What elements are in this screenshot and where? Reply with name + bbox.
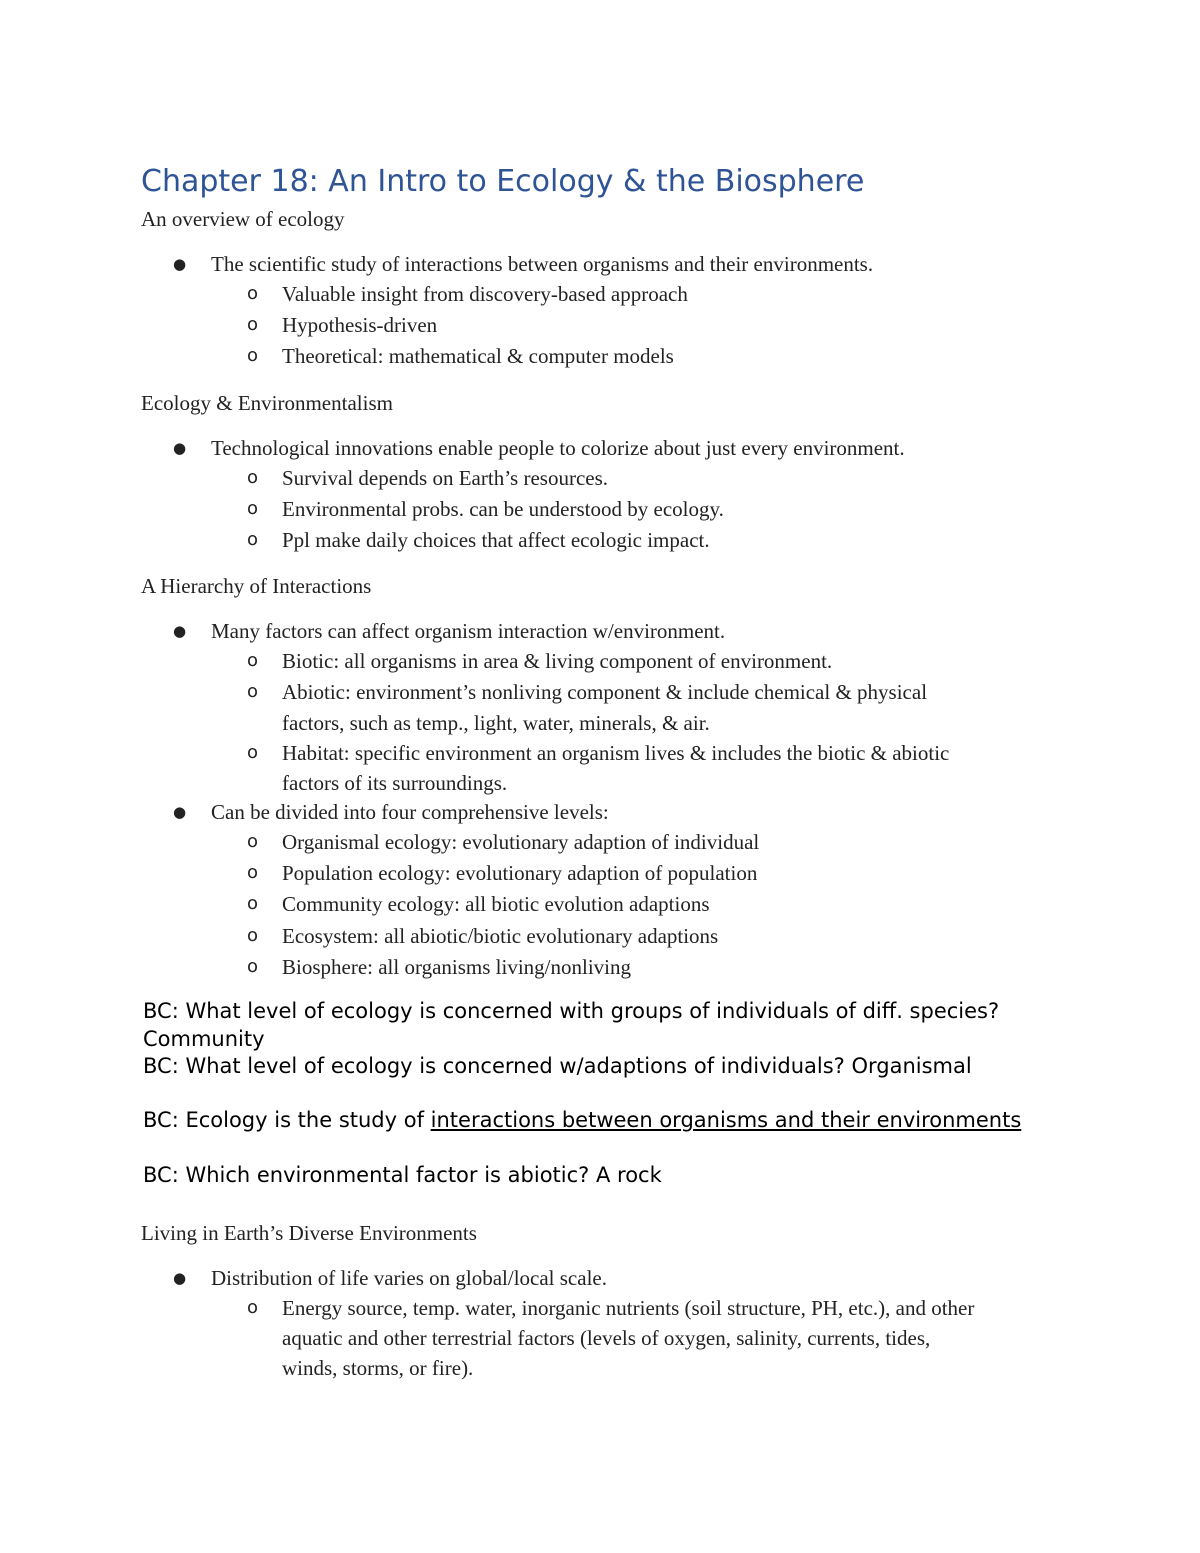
bc-question: BC: What level of ecology is concerned with groups of individuals of diff. species? Community [143, 999, 1000, 1051]
circle-bullet-icon: o [247, 742, 259, 763]
list-item: o Valuable insight from discovery-based approach [247, 282, 688, 306]
bullet-icon: ● [173, 255, 187, 273]
list-item: o Hypothesis-driven [247, 313, 438, 337]
bc-question: BC: What level of ecology is concerned w/adaptions of individuals? Organismal [143, 1054, 972, 1078]
circle-bullet-icon: o [247, 1297, 259, 1318]
circle-bullet-icon: o [247, 314, 259, 335]
list-item-continuation: aquatic and other terrestrial factors (levels of oxygen, salinity, currents, tides, [282, 1326, 931, 1350]
list-item: o Survival depends on Earth’s resources. [247, 466, 609, 490]
circle-bullet-icon: o [247, 345, 259, 366]
list-item: o Ppl make daily choices that affect ecologic impact. [247, 528, 710, 552]
list-item: o Energy source, temp. water, inorganic nutrients (soil structure, PH, etc.), and other [247, 1296, 975, 1320]
circle-bullet-icon: o [247, 529, 259, 550]
list-item: o Biotic: all organisms in area & living component of environment. [247, 649, 833, 673]
list-item: o Environmental probs. can be understood by ecology. [247, 497, 724, 521]
list-item: o Biosphere: all organisms living/nonliving [247, 955, 632, 979]
bc-question: BC: Which environmental factor is abiotic? A rock [143, 1163, 662, 1187]
list-item: ● The scientific study of interactions between organisms and their environments. [173, 252, 874, 276]
bullet-icon: ● [173, 1269, 187, 1287]
circle-bullet-icon: o [247, 467, 259, 488]
underlined-answer: interactions between organisms and their environments [430, 1108, 1022, 1132]
section-heading-diverse-environments: Living in Earth’s Diverse Environments [141, 1221, 477, 1245]
list-item: ● Can be divided into four comprehensive levels: [173, 800, 609, 824]
bullet-icon: ● [173, 439, 187, 457]
list-item-continuation: winds, storms, or fire). [282, 1356, 474, 1380]
list-item: o Ecosystem: all abiotic/biotic evolutionary adaptions [247, 924, 719, 948]
circle-bullet-icon: o [247, 862, 259, 883]
list-item: ● Technological innovations enable people to colorize about just every environment. [173, 436, 905, 460]
list-item: ● Many factors can affect organism interaction w/environment. [173, 619, 726, 643]
section-heading-environmentalism: Ecology & Environmentalism [141, 391, 393, 415]
circle-bullet-icon: o [247, 498, 259, 519]
list-item: o Theoretical: mathematical & computer models [247, 344, 674, 368]
circle-bullet-icon: o [247, 925, 259, 946]
list-item-continuation: factors of its surroundings. [282, 771, 508, 795]
circle-bullet-icon: o [247, 681, 259, 702]
list-item: o Population ecology: evolutionary adaption of population [247, 861, 758, 885]
bc-question: BC: Ecology is the study of interactions between organisms and their environments [143, 1108, 1022, 1132]
list-item-continuation: factors, such as temp., light, water, minerals, & air. [282, 711, 710, 735]
list-item: o Community ecology: all biotic evolution adaptions [247, 892, 710, 916]
circle-bullet-icon: o [247, 956, 259, 977]
list-item: o Organismal ecology: evolutionary adaption of individual [247, 830, 760, 854]
circle-bullet-icon: o [247, 831, 259, 852]
list-item: o Abiotic: environment’s nonliving component & include chemical & physical [247, 680, 928, 704]
bullet-icon: ● [173, 622, 187, 640]
section-heading-hierarchy: A Hierarchy of Interactions [141, 574, 372, 598]
section-heading-overview: An overview of ecology [141, 207, 345, 231]
circle-bullet-icon: o [247, 650, 259, 671]
list-item: o Habitat: specific environment an organism lives & includes the biotic & abiotic [247, 741, 950, 765]
circle-bullet-icon: o [247, 893, 259, 914]
circle-bullet-icon: o [247, 283, 259, 304]
bullet-icon: ● [173, 803, 187, 821]
page-title: Chapter 18: An Intro to Ecology & the Biosphere [141, 164, 865, 199]
list-item: ● Distribution of life varies on global/local scale. [173, 1266, 607, 1290]
